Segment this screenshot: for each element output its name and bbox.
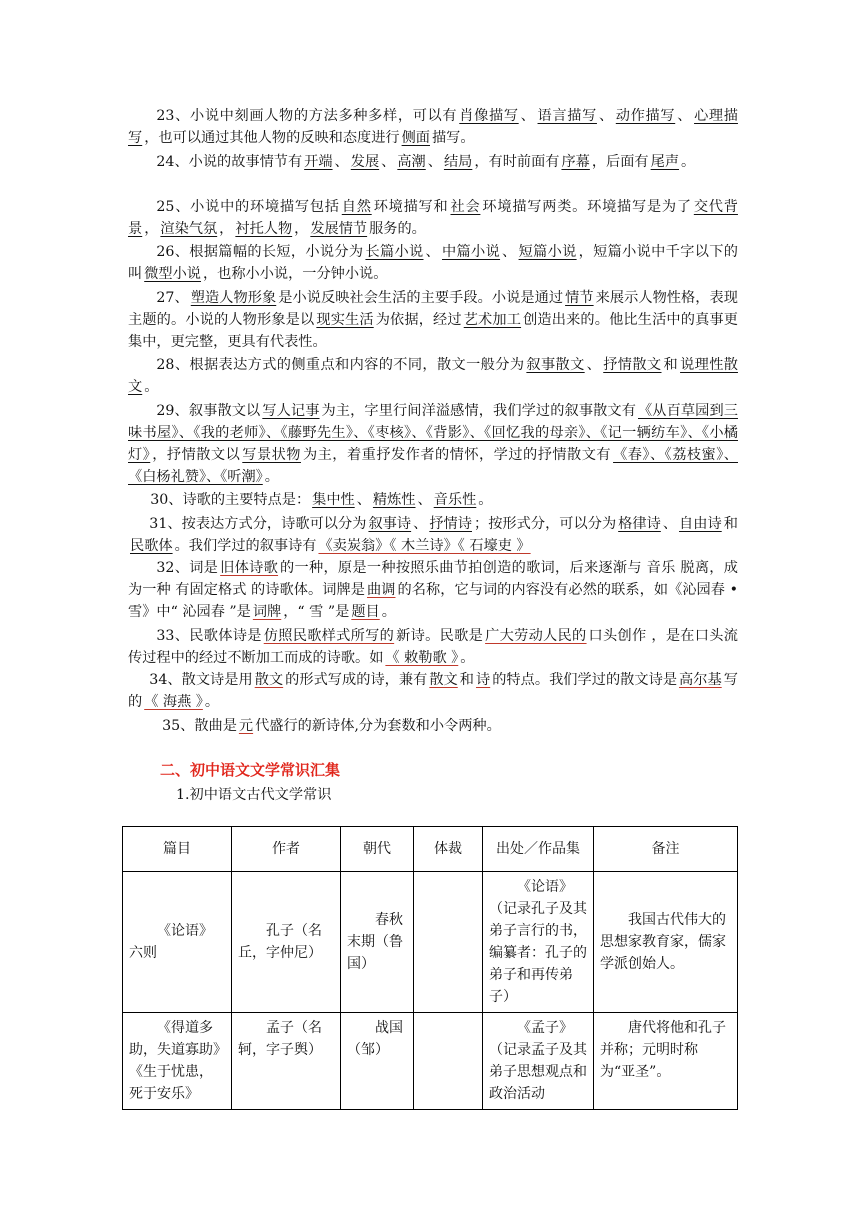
item-34: 34、散文诗是用 散文 的形式写成的诗，兼有 散文 和 诗 的特点。我们学过的散文诗是 高尔基 写的 《 海燕 》 。 (128, 672, 738, 710)
cell-genre (414, 872, 483, 1013)
header-genre: 体裁 (414, 827, 483, 872)
cell-note: 我国古代伟大的思想家教育家，儒家学派创始人。 (594, 872, 738, 1013)
cell-author: 孔子（名丘，字仲尼） (232, 872, 341, 1013)
item-27: 27、 塑造人物形象 是小说反映社会生活的主要手段。小说是通过 情节 来展示人物性格，表现主题的。小说的人物形象是以 现实生活 为依据，经过 艺术加工 创造出来的。他比生活中的真事更集中，更完整，更具有代表性。 (128, 290, 738, 350)
item-26: 26、根据篇幅的长短，小说分为 长篇小说 、 中篇小说 、 短篇小说 ，短篇小说中千字以下的叫 微型小说 ，也称小小说，一分钟小说。 (128, 244, 738, 282)
cell-source: 《论语》（记录孔子及其弟子言行的书，编纂者：孔子的弟子和再传弟子） (483, 872, 594, 1013)
cell-genre (414, 1013, 483, 1110)
cell-title: 《得道多助，失道寡助》《生于忧患，死于安乐》 (123, 1013, 232, 1110)
cell-source: 《孟子》（记录孟子及其弟子思想观点和政治活动 (483, 1013, 594, 1110)
table-row (123, 1013, 738, 1110)
literature-table (122, 826, 738, 1110)
header-author: 作者 (232, 827, 341, 872)
item-25: 25、小说中的环境描写包括 自然 环境描写和 社会 环境描写两类。环境描写是为了 交代背景 ， 渲染气氛 ， 衬托人物 ， 发展情节 服务的。 (128, 199, 738, 237)
cell-dynasty: 春秋末期（鲁国） (341, 872, 414, 1013)
section-subheading: 1.初中语文古代文学常识 (176, 787, 332, 803)
header-note: 备注 (594, 827, 738, 872)
item-24: 24、小说的故事情节有 开端 、 发展 、 高潮 、 结局 ，有时前面有 序幕 ，后面有 尾声 。 (156, 154, 696, 170)
cell-title: 《论语》六则 (123, 872, 232, 1013)
header-dynasty: 朝代 (341, 827, 414, 872)
item-28: 28、根据表达方式的侧重点和内容的不同，散文一般分为 叙事散文 、 抒情散文 和 说理性散文 。 (128, 357, 738, 395)
cell-author: 孟子（名轲，字子舆） (232, 1013, 341, 1110)
item-33: 33、民歌体诗是 仿照民歌样式所写的 新诗。民歌是 广大劳动人民的 口头创作 ，是在口头流传过程中的经过不断加工而成的诗歌。如 《 敕勒歌 》 。 (128, 628, 738, 666)
cell-note: 唐代将他和孔子并称；元明时称为“亚圣”。 (594, 1013, 738, 1110)
item-31: 31、按表达方式分，诗歌可以分为 叙事诗 、 抒情诗 ；按形式分，可以分为 格律诗 、 自由诗 和民歌体 。我们学过的叙事诗有 《卖炭翁》《 木兰诗》《 石壕吏 》 (130, 516, 738, 554)
item-30: 30、诗歌的主要特点是： 集中性 、 精炼性 、 音乐性 。 (150, 492, 493, 508)
table-header-row (123, 827, 738, 872)
item-23: 23、小说中刻画人物的方法多种多样，可以有 肖像描写 、 语言描写 、 动作描写 、 心理描写 ，也可以通过其他人物的反映和态度进行 侧面 描写。 (128, 108, 738, 146)
item-35: 35、散曲是 元 代盛行的新诗体,分为套数和小令两种。 (162, 718, 501, 734)
cell-dynasty: 战国（邹） (341, 1013, 414, 1110)
table-row (123, 872, 738, 1013)
header-title: 篇目 (123, 827, 232, 872)
item-32: 32、词是 旧体诗歌 的一种，原是一种按照乐曲节拍创造的歌词，后来逐渐与 音乐 脱离，成为一种 有固定格式 的诗歌体。词牌是 曲调 的名称，它与词的内容没有必然的联系，如《沁园春 • 雪》中“ 沁园春 ”是 词牌 ，“ 雪 ”是 题目 。 (128, 560, 738, 620)
item-29: 29、叙事散文以 写人记事 为主，字里行间洋溢感情，我们学过的叙事散文有 《从百草园到三味书屋》、《我的老师》、《藤野先生》、《枣核》、《背影》、《回忆我的母亲》、《记一辆纺车》、《小橘灯》 ，抒情散文以 写景状物 为主，着重抒发作者的情怀，学过的抒情散文有 《春》、《荔枝蜜》、《白杨礼赞》、《听潮》 。 (128, 403, 738, 485)
section-heading: 二、初中语文文学常识汇集 (160, 761, 341, 779)
header-source: 出处／作品集 (483, 827, 594, 872)
